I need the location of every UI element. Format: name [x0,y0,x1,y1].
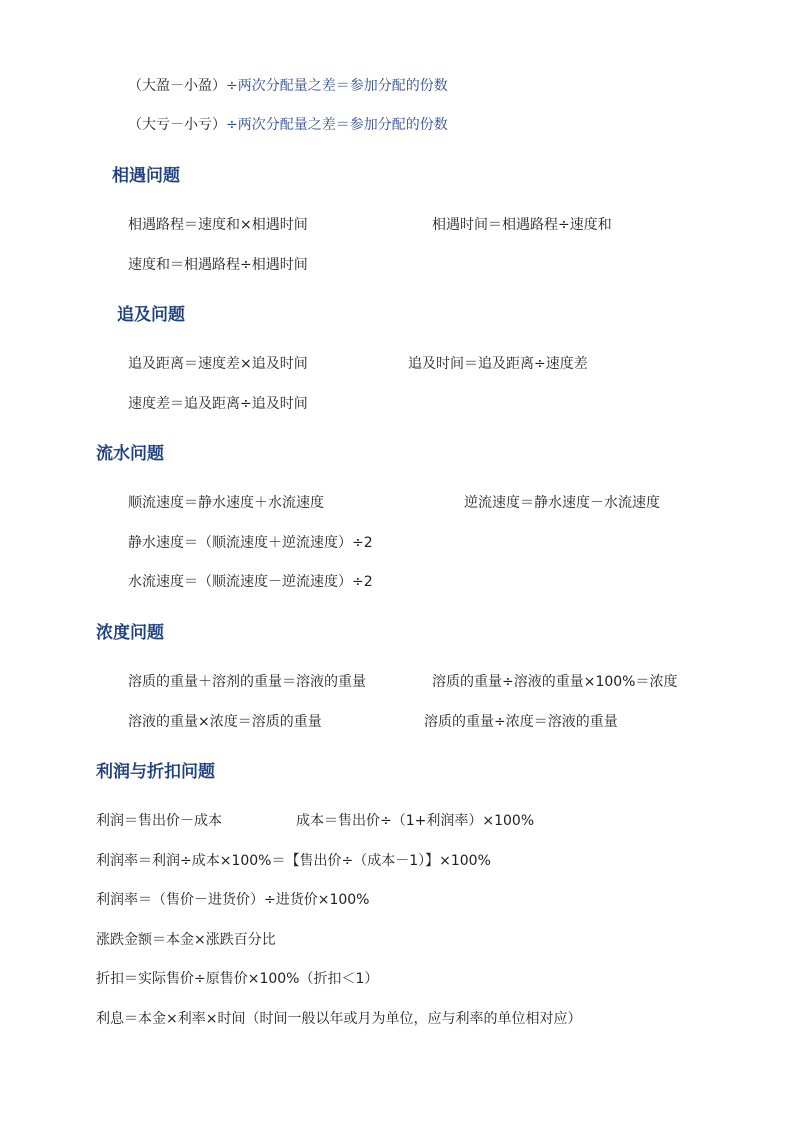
concentration-formula-1: 溶质的重量＋溶剂的重量＝溶液的重量 [128,674,366,690]
profit-formula-5: 折扣＝实际售价÷原售价×100%（折扣＜1） [96,971,379,987]
deficit-line-rest: ÷两次分配量之差＝参加分配的份数 [226,117,448,133]
stream-formula-4: 水流速度＝（顺流速度－逆流速度）÷2 [128,574,373,590]
surplus-line-a: （大盈 [128,78,170,94]
profit-heading: 利润与折扣问题 [96,762,215,782]
profit-formula-3: 利润率＝（售价－进货价）÷进货价×100% [96,892,370,908]
concentration-heading: 浓度问题 [96,623,164,643]
stream-formula-1: 顺流速度＝静水速度＋水流速度 [128,495,324,511]
deficit-line-b: 小亏） [184,117,226,133]
profit-formula-6: 利息＝本金×利率×时间（时间一般以年或月为单位，应与利率的单位相对应） [96,1011,582,1027]
meeting-formula-2: 相遇时间＝相遇路程÷速度和 [432,217,612,233]
deficit-line [128,115,448,135]
surplus-line-b: 小盈） [184,78,226,94]
surplus-line [128,76,448,96]
concentration-formula-2: 溶质的重量÷溶液的重量×100%＝浓度 [432,674,678,690]
meeting-formula-3: 速度和＝相遇路程÷相遇时间 [128,257,308,273]
concentration-formula-3: 溶液的重量×浓度＝溶质的重量 [128,714,322,730]
surplus-line-op: － [170,78,184,94]
chase-formula-2: 追及时间＝追及距离÷速度差 [408,356,588,372]
surplus-line-rest: ÷两次分配量之差＝参加分配的份数 [226,78,448,94]
concentration-formula-4: 溶质的重量÷浓度＝溶液的重量 [424,714,618,730]
stream-formula-3: 静水速度＝（顺流速度＋逆流速度）÷2 [128,535,373,551]
meeting-formula-1: 相遇路程＝速度和×相遇时间 [128,217,308,233]
profit-formula-1b: 成本＝售出价÷（1+利润率）×100% [296,813,535,829]
stream-formula-2: 逆流速度＝静水速度－水流速度 [464,495,660,511]
deficit-line-a: （大亏 [128,117,170,133]
stream-heading: 流水问题 [96,444,164,464]
profit-formula-2: 利润率＝利润÷成本×100%＝【售出价÷（成本－1）】×100% [96,853,491,869]
profit-formula-1a: 利润＝售出价－成本 [96,813,222,829]
chase-heading: 追及问题 [117,305,185,325]
chase-formula-3: 速度差＝追及距离÷追及时间 [128,396,308,412]
profit-formula-4: 涨跌金额＝本金×涨跌百分比 [96,932,276,948]
meeting-heading: 相遇问题 [112,166,180,186]
deficit-line-op: － [170,117,184,133]
chase-formula-1: 追及距离＝速度差×追及时间 [128,356,308,372]
